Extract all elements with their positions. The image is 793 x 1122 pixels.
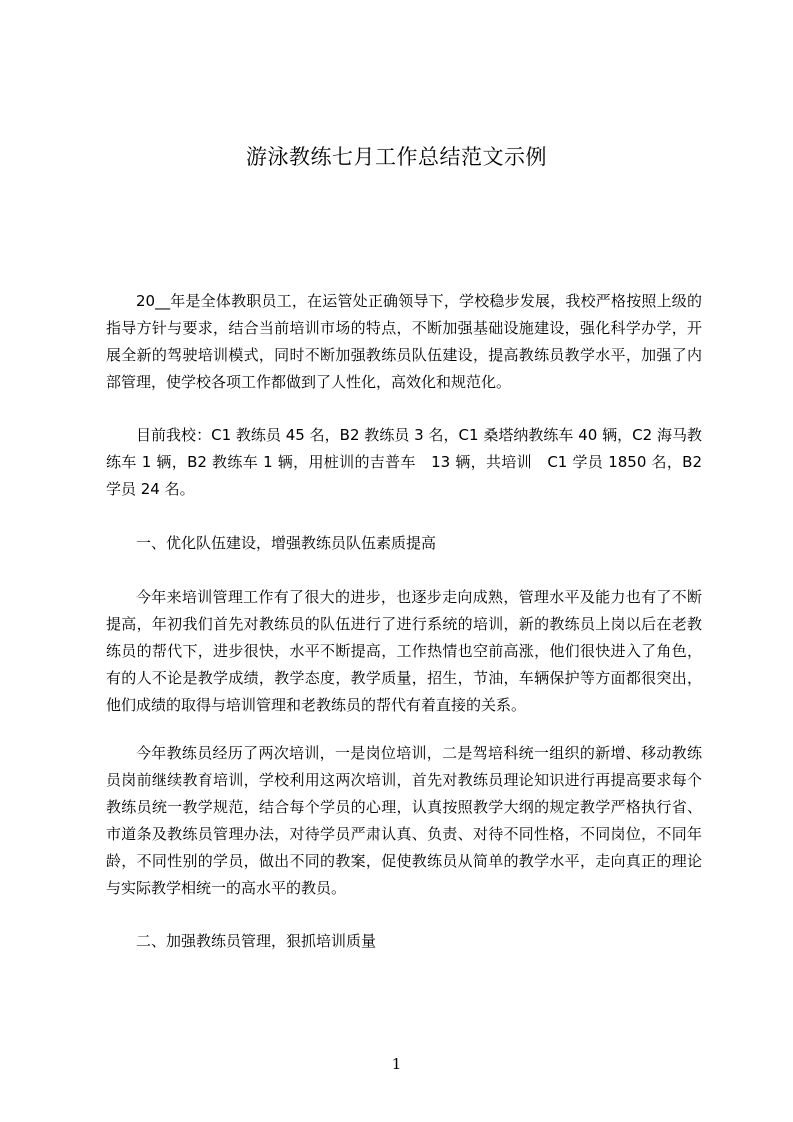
training-progress-paragraph: 今年来培训管理工作有了很大的进步，也逐步走向成熟，管理水平及能力也有了不断提高，年初我们首先对教练员的队伍进行了进行系统的培训，新的教练员上岗以后在老教练员的帮代下，进步很快，水平不断提高，工作热情也空前高涨，他们很快进入了角色，有的人不论是教学成绩，教学态度，教学质量，招生，节油，车辆保护等方面都很突出，他们成绩的取得与培训管理和老教练员的帮代有着直接的关系。 bbox=[106, 588, 702, 714]
page-number: 1 bbox=[391, 1055, 402, 1073]
document-title: 游泳教练七月工作总结范文示例 bbox=[246, 145, 547, 169]
training-sessions-paragraph: 今年教练员经历了两次培训，一是岗位培训，二是驾培科统一组织的新增、移动教练员岗前继续教育培训，学校利用这两次培训，首先对教练员理论知识进行再提高要求每个教练员统一教学规范，结合每个学员的心理，认真按照教学大纲的规定教学严格执行省、市道条及教练员管理办法，对待学员严肃认真、负责、对待不同性格，不同岗位，不同年龄，不同性别的学员，做出不同的教案，促使教练员从简单的教学水平，走向真正的理论与实际教学相统一的高水平的教员。 bbox=[106, 744, 702, 897]
school-stats-paragraph: 目前我校：C1 教练员 45 名，B2 教练员 3 名，C1 桑塔纳教练车 40 辆，C2 海马教练车 1 辆，B2 教练车 1 辆，用桩训的吉普车 13 辆，共培训 C1 学员 1850 名，B2 学员 24 名。 bbox=[106, 426, 702, 498]
section-heading-1: 一、优化队伍建设，增强教练员队伍素质提高 bbox=[136, 534, 437, 552]
intro-paragraph: 20__年是全体教职员工，在运管处正确领导下，学校稳步发展，我校严格按照上级的指导方针与要求，结合当前培训市场的特点，不断加强基础设施建设，强化科学办学，开展全新的驾驶培训模式，同时不断加强教练员队伍建设，提高教练员教学水平，加强了内部管理，使学校各项工作都做到了人性化，高效化和规范化。 bbox=[106, 292, 702, 391]
section-heading-2: 二、加强教练员管理，狠抓培训质量 bbox=[136, 932, 377, 950]
